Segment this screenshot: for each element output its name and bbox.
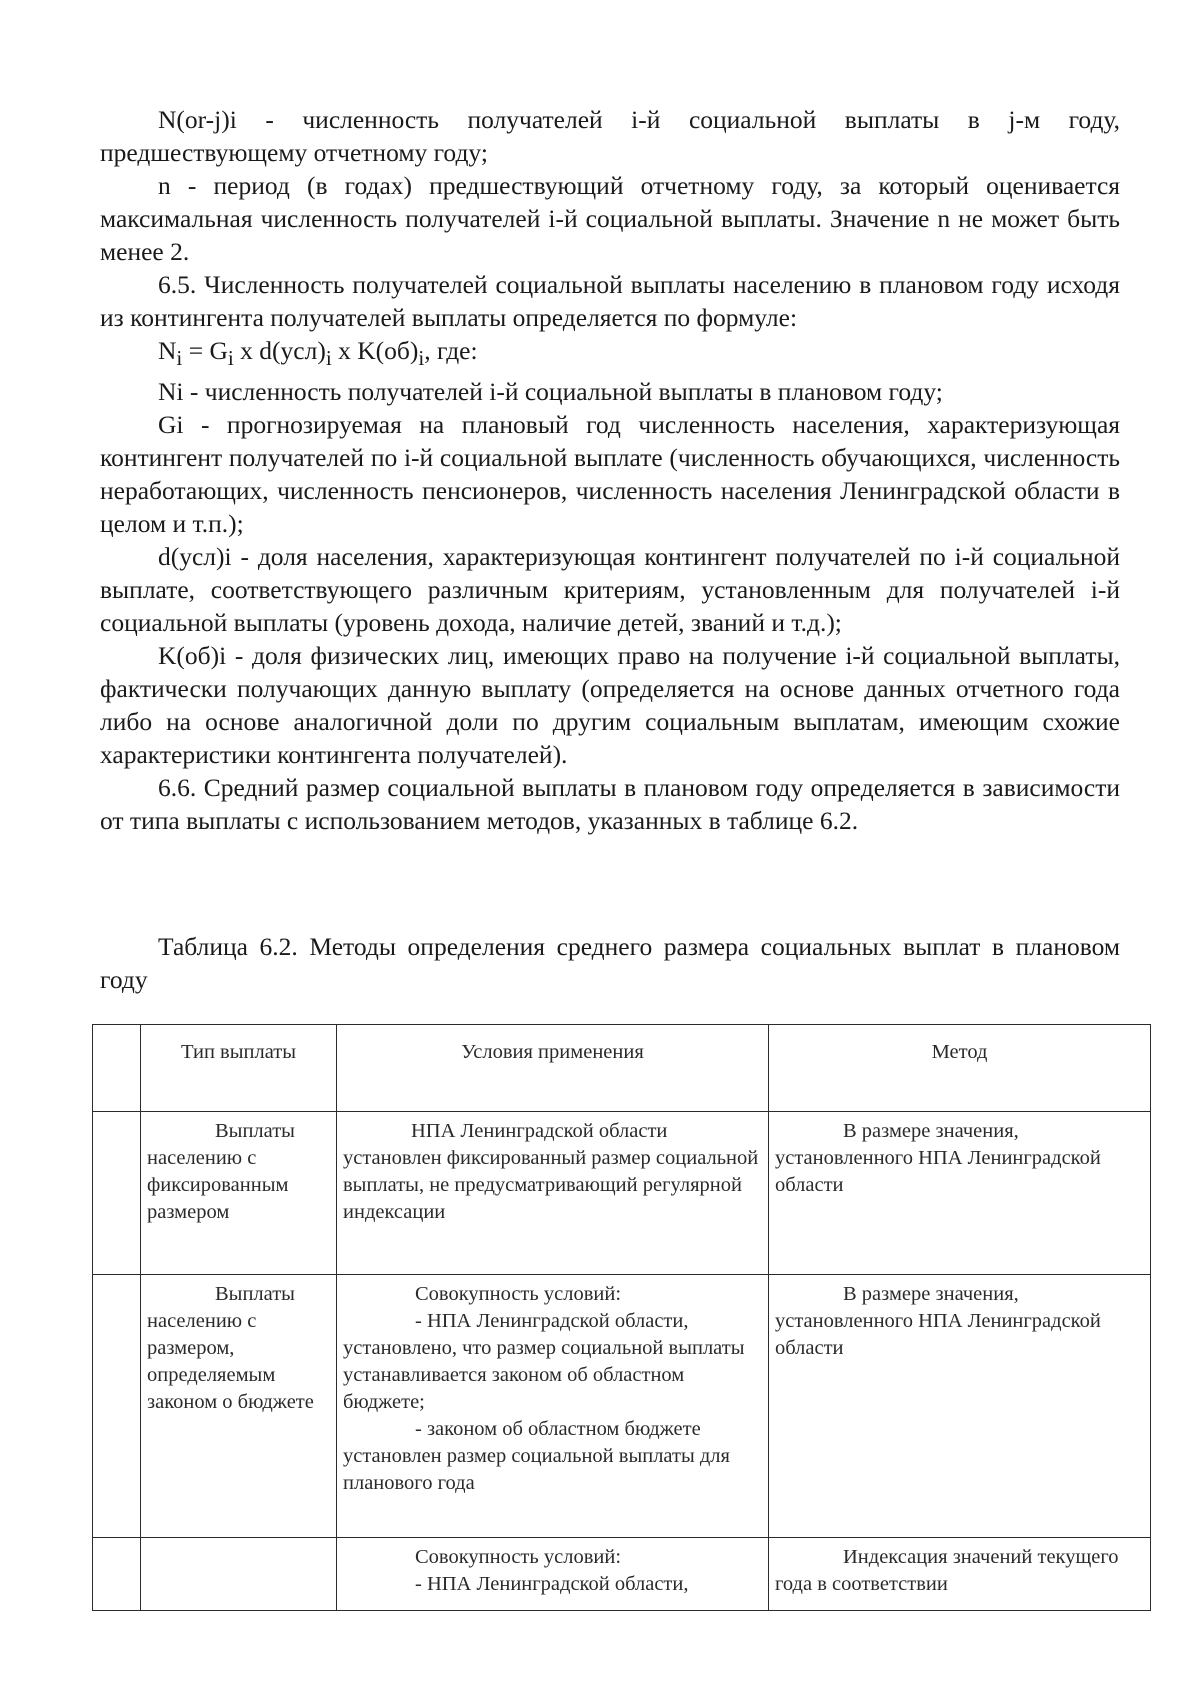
conditions-cell: Совокупность условий: - НПА Ленинградской области, [337, 1538, 769, 1611]
type-cell [141, 1538, 337, 1611]
paragraph-ni: Ni - численность получателей i-й социальной выплаты в плановом году; [158, 377, 943, 407]
table-header-row [93, 1025, 1151, 1112]
conditions-cell: Совокупность условий: - НПА Ленинградской области, установлено, что размер социальной выплаты устанавливается законом об областном бюджете; - законом об областном бюджете установлен размер социальной выплаты для планового года [337, 1275, 769, 1538]
paragraph-gi: Gi - прогнозируемая на плановый год численность населения, характеризующая контингент получателей по i-й социальной выплате (численность обучающихся, численность неработающих, численность пенсионеров, численность населения Ленинградской области в целом и т.п.); [100, 410, 1120, 539]
table-row [93, 1538, 1151, 1611]
paragraph-6-5: 6.5. Численность получателей социальной выплаты населению в плановом году исходя из контингента получателей выплаты определяется по формуле: [100, 270, 1120, 332]
header-method: Метод [769, 1025, 1151, 1112]
paragraph-6-6: 6.6. Средний размер социальной выплаты в плановом году определяется в зависимости от типа выплаты с использованием методов, указанных в таблице 6.2. [100, 773, 1120, 836]
paragraph-n-or-j: N(or-j)i - численность получателей i-й социальной выплаты в j-м году, предшествующему отчетному году; [100, 105, 1120, 167]
number-cell [93, 1112, 141, 1275]
paragraph-k-ob: K(об)i - доля физических лиц, имеющих право на получение i-й социальной выплаты, фактически получающих данную выплату (определяется на основе данных отчетного года либо на основе аналогичной доли по другим социальным выплатам, имеющим схожие характеристики контингента получателей). [100, 641, 1120, 770]
conditions-cell: НПА Ленинградской области установлен фиксированный размер социальной выплаты, не предусматривающий регулярной индексации [337, 1112, 769, 1275]
methods-table [92, 1024, 1151, 1611]
number-cell [93, 1538, 141, 1611]
type-cell: Выплаты населению с размером, определяемым законом о бюджете [141, 1275, 337, 1538]
number-cell [93, 1275, 141, 1538]
header-conditions: Условия применения [337, 1025, 769, 1112]
table-row [93, 1112, 1151, 1275]
table-row [93, 1275, 1151, 1538]
paragraph-n-period: n - период (в годах) предшествующий отчетному году, за который оценивается максимальная численность получателей i-й социальной выплаты. Значение n не может быть менее 2. [100, 171, 1120, 266]
body-text [100, 103, 1120, 837]
type-cell: Выплаты населению с фиксированным размером [141, 1112, 337, 1275]
header-type: Тип выплаты [141, 1025, 337, 1112]
formula: $N_i = G_i$ x $d(усл)_i$ x $K(об)_i$, где: [158, 336, 478, 371]
table-caption: Таблица 6.2. Методы определения среднего размера социальных выплат в плановом году [100, 932, 1120, 994]
number-column-header [93, 1025, 141, 1112]
method-cell: В размере значения, установленного НПА Ленинградской области [769, 1275, 1151, 1538]
paragraph-d-usl: d(усл)i - доля населения, характеризующая контингент получателей по i-й социальной выплате, соответствующего различным критериям, установленным для получателей i-й социальной выплаты (уровень дохода, наличие детей, званий и т.д.); [100, 542, 1120, 638]
method-cell: Индексация значений текущего года в соответствии [769, 1538, 1151, 1611]
method-cell: В размере значения, установленного НПА Ленинградской области [769, 1112, 1151, 1275]
